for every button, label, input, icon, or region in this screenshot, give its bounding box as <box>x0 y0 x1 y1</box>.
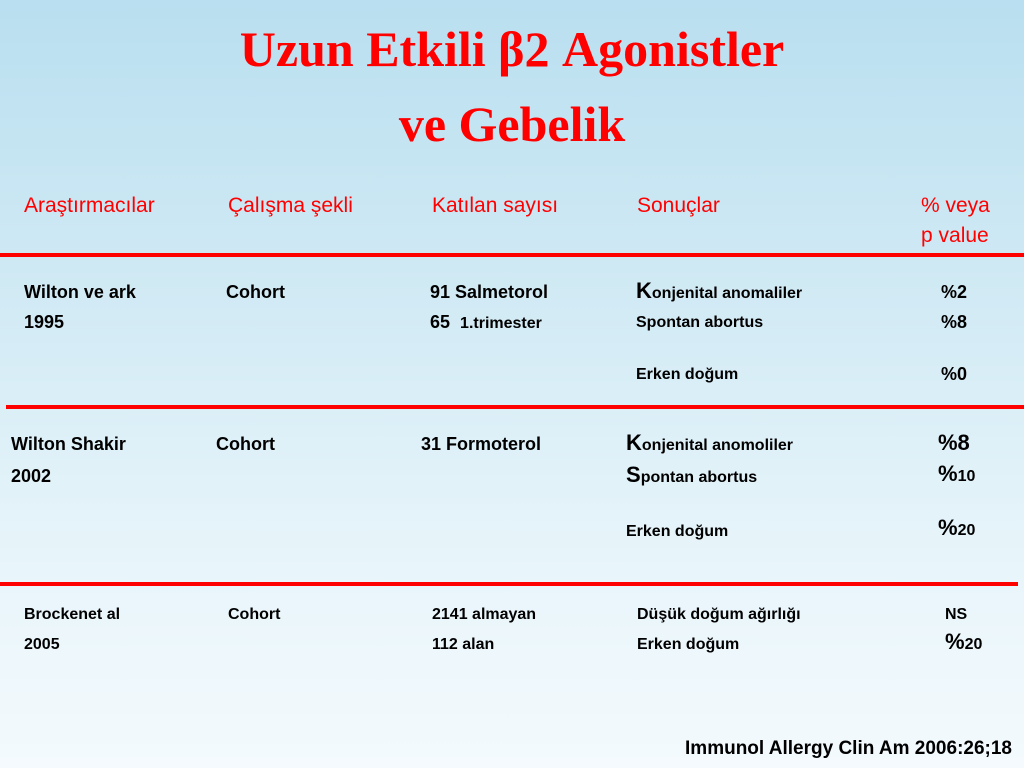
header-study-type: Çalışma şekli <box>228 194 353 217</box>
header-participants: Katılan sayısı <box>432 194 559 217</box>
row2-result-1: Konjenital anomoliler <box>626 430 794 455</box>
row3-participants-2: 112 alan <box>432 636 495 653</box>
row2-value-3: %20 <box>938 515 976 540</box>
header-researchers: Araştırmacılar <box>24 194 155 217</box>
row2-researcher: Wilton Shakir <box>11 434 126 454</box>
row2-value-2: %10 <box>938 461 976 486</box>
row1-year: 1995 <box>24 312 65 332</box>
row3-study-type: Cohort <box>228 606 281 623</box>
row2-participants-1: 31 Formoterol <box>421 434 542 454</box>
row1-value-3: %0 <box>941 364 968 384</box>
row3-researcher: Brockenet al <box>24 606 121 623</box>
row3-result-1: Düşük doğum ağırlığı <box>637 606 801 623</box>
row3-year: 2005 <box>24 636 60 653</box>
row1-participants-1: 91 Salmetorol <box>430 282 549 302</box>
citation-reference: Immunol Allergy Clin Am 2006:26;18 <box>685 738 1012 759</box>
row3-participants-1: 2141 almayan <box>432 606 537 623</box>
row1-result-1: Konjenital anomaliler <box>636 278 803 303</box>
header-pvalue-line2: p value <box>921 224 989 247</box>
row3-result-2: Erken doğum <box>637 636 740 653</box>
divider-row1 <box>6 405 1024 409</box>
row2-result-3: Erken doğum <box>626 523 729 540</box>
row3-value-2: %20 <box>945 629 983 654</box>
divider-header <box>0 253 1024 257</box>
header-results: Sonuçlar <box>637 194 720 217</box>
row2-result-2: Spontan abortus <box>626 462 758 487</box>
row1-study-type: Cohort <box>226 282 285 302</box>
row1-researcher: Wilton ve ark <box>24 282 136 302</box>
divider-row2 <box>0 582 1018 586</box>
row3-value-1: NS <box>945 606 968 623</box>
row1-value-2: %8 <box>941 312 968 332</box>
slide-title-line2: ve Gebelik <box>398 96 626 152</box>
row1-result-2: Spontan abortus <box>636 314 764 331</box>
slide-title-line1: Uzun Etkili β2 Agonistler <box>239 21 785 77</box>
row2-study-type: Cohort <box>216 434 275 454</box>
row1-participants-2: 65 1.trimester <box>430 312 542 332</box>
row1-value-1: %2 <box>941 282 968 302</box>
header-pvalue-line1: % veya <box>921 194 990 217</box>
row2-year: 2002 <box>11 466 52 486</box>
row2-value-1: %8 <box>938 430 970 455</box>
row1-result-3: Erken doğum <box>636 366 739 383</box>
